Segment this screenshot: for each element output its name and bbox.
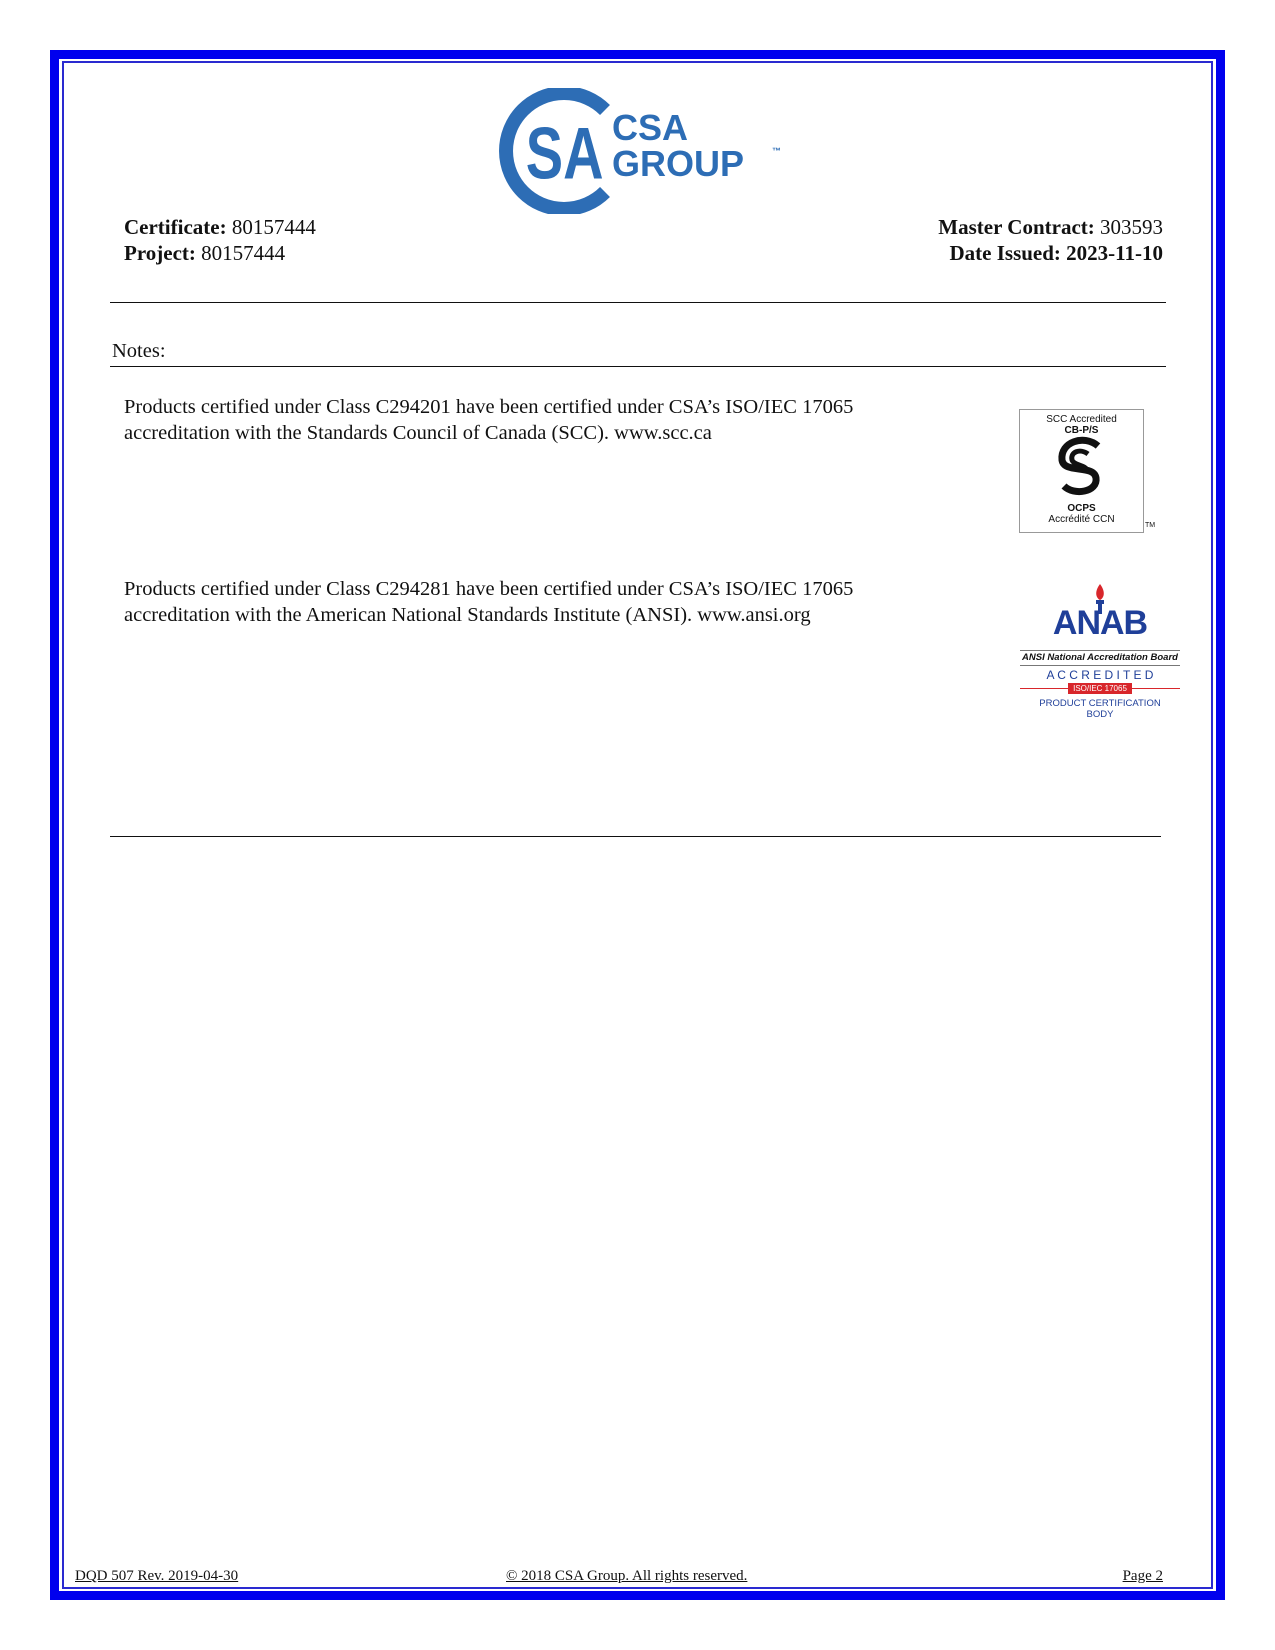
note-ansi — [124, 576, 853, 628]
scc-accredited-logo — [1019, 409, 1144, 533]
scc-cb-text: CB-P/S — [1064, 425, 1099, 436]
logo-brand-bottom: GROUP — [612, 143, 745, 184]
scc-tm: TM — [1145, 522, 1156, 529]
divider — [110, 366, 1166, 367]
note-line: Products certified under Class C294281 have been certified under CSA’s ISO/IEC 17065 — [124, 578, 854, 600]
scc-bottom-text: Accrédité CCN — [1048, 514, 1115, 525]
anab-type-line: PRODUCT CERTIFICATION — [1039, 698, 1161, 709]
note-scc — [124, 394, 853, 446]
anab-accredited-text: A C C R E D I T E D — [1046, 668, 1154, 682]
master-contract-line — [938, 214, 1163, 240]
logo-tm: ™ — [772, 146, 781, 156]
certificate-value: 80157444 — [231, 215, 316, 239]
date-issued-value: 2023-11-10 — [1066, 241, 1163, 265]
scc-s-symbol-icon — [1054, 436, 1110, 498]
scc-top-text: SCC Accredited — [1046, 414, 1117, 425]
note-line: accreditation with the Standards Council of Canada (SCC). www.scc.ca — [124, 422, 712, 444]
csa-monogram-icon — [497, 88, 623, 214]
footer-form-number: DQD 507 Rev. 2019-04-30 — [75, 1568, 239, 1584]
scc-ocps-text: OCPS — [1067, 503, 1096, 514]
notes-heading: Notes: — [112, 340, 166, 362]
svg-text:SA: SA — [525, 111, 604, 195]
anab-name: ANAB — [1052, 604, 1148, 642]
certificate-label: Certificate: — [124, 215, 227, 239]
project-label: Project: — [124, 241, 196, 265]
master-contract-value: 303593 — [1100, 215, 1163, 239]
logo-brand-top: CSA — [612, 107, 689, 148]
note-line: accreditation with the American National Standards Institute (ANSI). www.ansi.org — [124, 604, 811, 626]
anab-iso-badge: ISO/IEC 17065 — [1068, 683, 1132, 694]
page-border-inner — [62, 61, 1213, 1589]
footer-page-number: Page 2 — [1122, 1568, 1163, 1584]
anab-accredited-logo — [1020, 584, 1180, 728]
date-issued-label: Date Issued: — [949, 241, 1061, 265]
anab-type-line: BODY — [1086, 709, 1114, 720]
note-line: Products certified under Class C294201 have been certified under CSA’s ISO/IEC 17065 — [124, 396, 854, 418]
project-value: 80157444 — [201, 241, 286, 265]
project-line — [124, 240, 285, 266]
certificate-line — [124, 214, 316, 240]
date-issued-line — [950, 240, 1164, 266]
divider — [110, 836, 1161, 837]
csa-group-logo — [497, 88, 797, 214]
divider — [110, 302, 1166, 303]
anab-board-text: ANSI National Accreditation Board — [1020, 650, 1180, 666]
anab-type-text — [1020, 698, 1180, 720]
master-contract-label: Master Contract: — [938, 215, 1095, 239]
footer-copyright: © 2018 CSA Group. All rights reserved. — [506, 1568, 748, 1584]
